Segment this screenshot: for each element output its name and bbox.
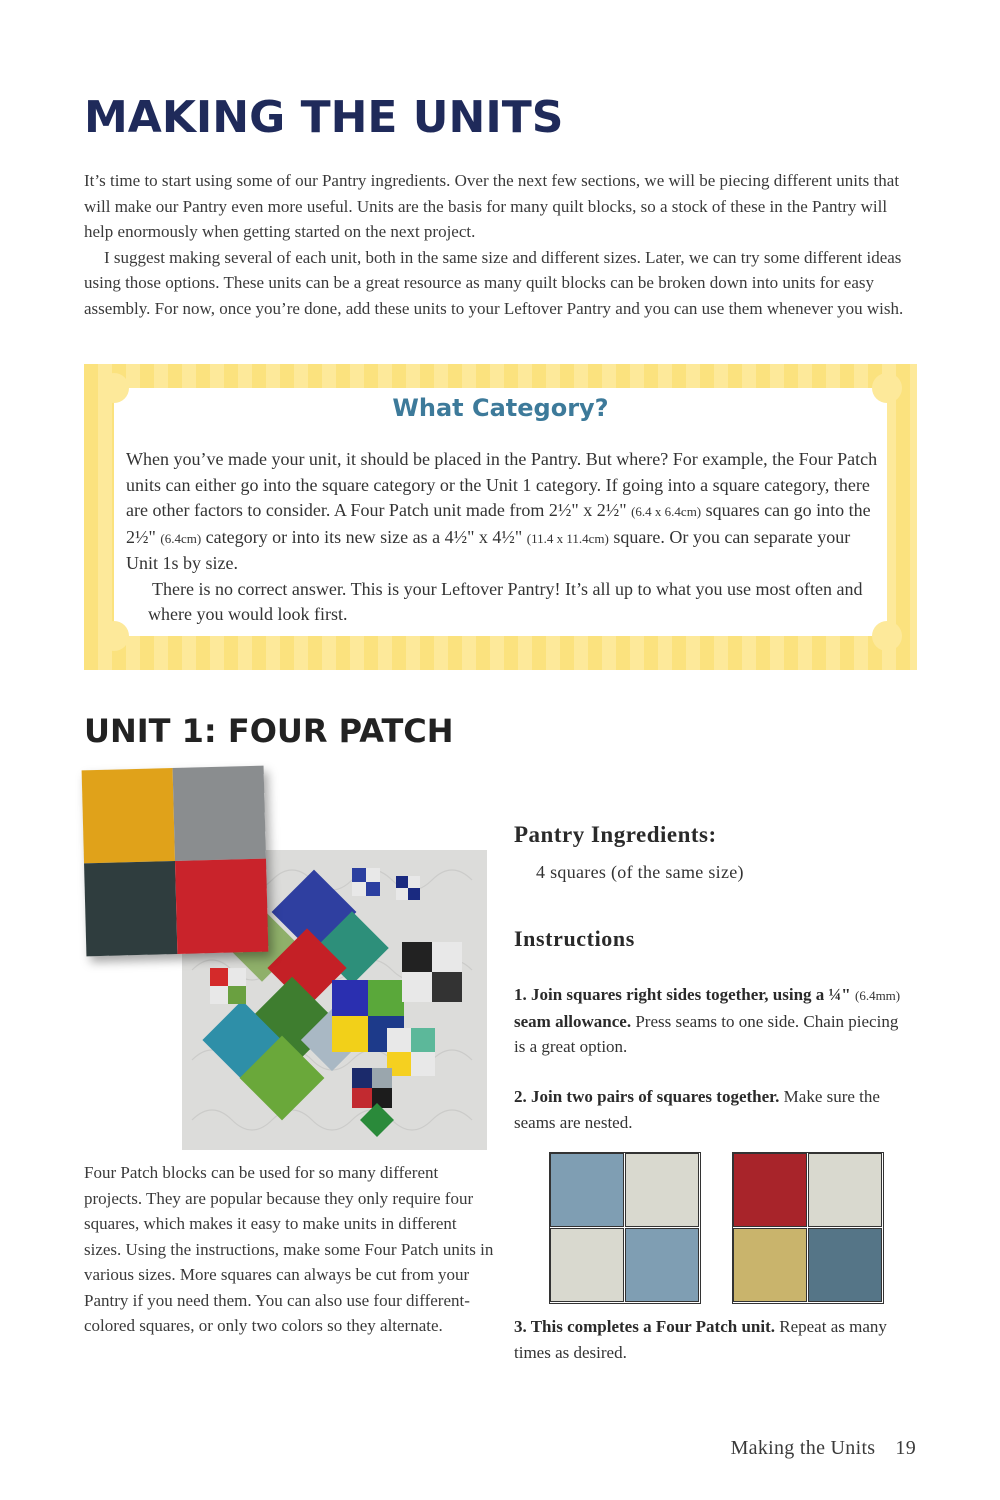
intro-paragraph: It’s time to start using some of our Pantry ingredients. Over the next few sections, we will be piecing different units that will make our Pantry even more useful. Units are the basis for many quilt blocks, so a stock of these in the Pantry will help enormously when getting started on the next project. bbox=[84, 171, 900, 241]
fabric-square bbox=[173, 766, 266, 861]
fabric-four-patch-swatch bbox=[82, 766, 269, 957]
diagram-square bbox=[550, 1153, 624, 1227]
fabric-square bbox=[82, 768, 175, 863]
callout-text: category or into its new size as a 4½" x 4½" bbox=[201, 526, 527, 547]
instruction-step-2 bbox=[514, 1084, 909, 1135]
instruction-step-3 bbox=[514, 1314, 909, 1365]
diagram-square bbox=[733, 1228, 807, 1302]
fabric-square bbox=[175, 859, 268, 954]
step-bold-text: 3. This completes a Four Patch unit. bbox=[514, 1317, 775, 1336]
callout-paragraph: There is no correct answer. This is your Leftover Pantry! It’s all up to what you use most often and where you would look first. bbox=[148, 578, 863, 624]
instructions-heading: Instructions bbox=[514, 926, 635, 951]
step-text: Press seams to one side. Chain piecing is a great option. bbox=[514, 1011, 899, 1056]
instruction-step-1 bbox=[514, 982, 909, 1060]
diagram-square bbox=[550, 1228, 624, 1302]
diagram-square bbox=[625, 1228, 699, 1302]
diagram-square bbox=[808, 1228, 882, 1302]
metric-note: (11.4 x 11.4cm) bbox=[526, 530, 609, 546]
callout-body bbox=[126, 447, 886, 628]
page-footer bbox=[731, 1437, 916, 1460]
unit-title: UNIT 1: FOUR PATCH bbox=[84, 712, 454, 750]
diagram-square bbox=[808, 1153, 882, 1227]
callout-title: What Category? bbox=[392, 394, 609, 422]
callout-paragraph bbox=[126, 447, 886, 577]
page-number: 19 bbox=[895, 1437, 916, 1459]
metric-note: (6.4 x 6.4cm) bbox=[631, 504, 702, 519]
callout-corner-notch bbox=[99, 621, 129, 651]
step-bold-text: 2. Join two pairs of squares together. bbox=[514, 1087, 780, 1106]
step-bold-text: 1. Join squares right sides together, using a ¼" bbox=[514, 985, 855, 1004]
diagram-square bbox=[733, 1153, 807, 1227]
callout-text: square. Or you can separate your Unit 1s by size. bbox=[126, 526, 851, 573]
intro-text bbox=[84, 168, 919, 321]
four-patch-diagram-a bbox=[549, 1152, 701, 1304]
unit-description-text: Four Patch blocks can be used for so many different projects. They are popular because they only require four squares, which makes it easy to make units in different sizes. Using the instructions, make some Four Patch units in various sizes. More squares can always be cut from your Pantry if you need them. You can also use four different-colored squares, or only two colors so they alternate. bbox=[84, 1163, 494, 1335]
ingredients-item: 4 squares (of the same size) bbox=[536, 862, 744, 882]
four-patch-diagram-b bbox=[732, 1152, 884, 1304]
ingredients-heading: Pantry Ingredients: bbox=[514, 822, 717, 847]
diagram-square bbox=[625, 1153, 699, 1227]
metric-note: (6.4cm) bbox=[160, 530, 202, 546]
step-text: Repeat as many times as desired. bbox=[514, 1317, 887, 1362]
metric-note: (6.4mm) bbox=[854, 988, 901, 1003]
page-title: MAKING THE UNITS bbox=[84, 92, 564, 143]
step-bold-text: seam allowance. bbox=[514, 1011, 632, 1031]
callout-text: When you’ve made your unit, it should be placed in the Pantry. But where? For example, the Four Patch units can either go into the square category or the Unit 1 category. If going into a square category, there are other factors to consider. A Four Patch unit made from 2½" x 2½" bbox=[126, 449, 878, 520]
step-text: Make sure the seams are nested. bbox=[514, 1087, 880, 1132]
intro-paragraph: I suggest making several of each unit, both in the same size and different sizes. Later, we can try some different ideas using those options. These units can be a great resource as many quilt blocks can be broken down into units for easy assembly. For now, once you’re done, add these units to your Leftover Pantry and you can use them whenever you wish. bbox=[84, 247, 904, 318]
footer-section-title: Making the Units bbox=[730, 1437, 876, 1459]
unit-description bbox=[84, 1160, 494, 1339]
fabric-square bbox=[84, 861, 177, 956]
quilt-photo bbox=[84, 768, 488, 1152]
callout-text: squares can go into the 2½" bbox=[126, 500, 871, 547]
